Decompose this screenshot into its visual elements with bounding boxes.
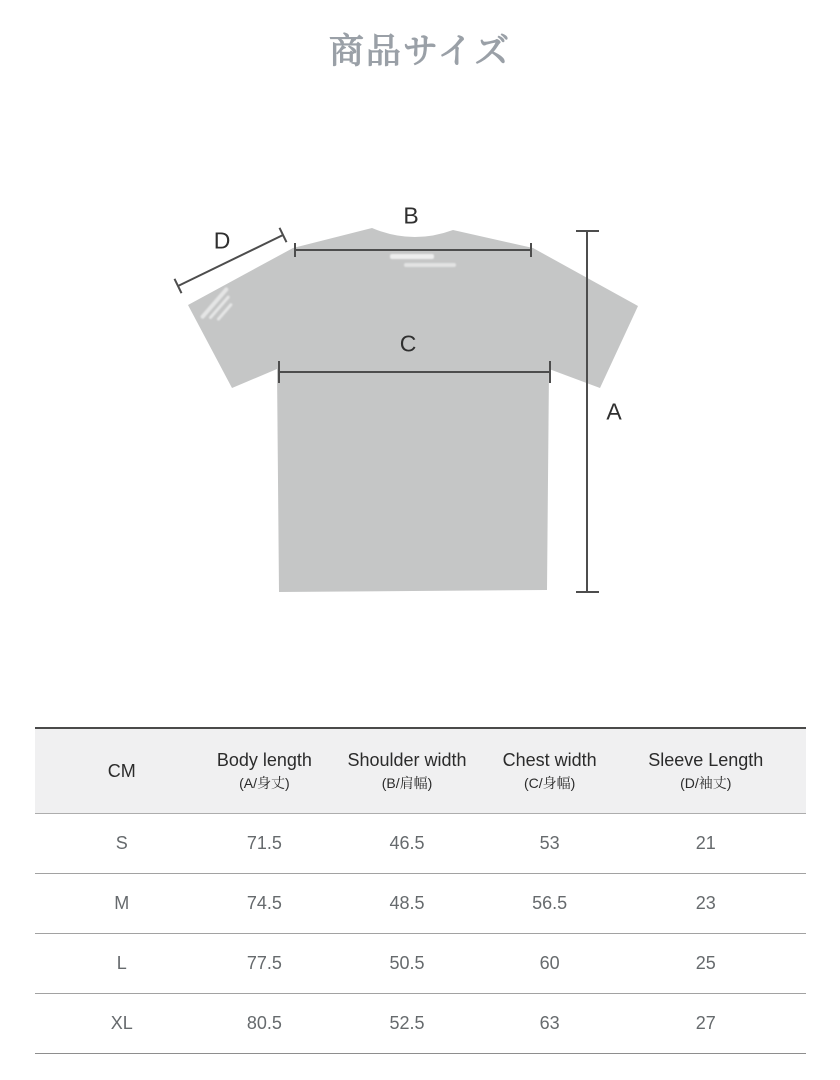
column-header-cm: CM bbox=[35, 728, 208, 813]
chest-width-cell: 53 bbox=[494, 813, 606, 873]
table-row-s bbox=[35, 813, 806, 873]
body-length-cell: 74.5 bbox=[208, 873, 320, 933]
shoulder-width-cell: 46.5 bbox=[320, 813, 493, 873]
chest-width-cell: 63 bbox=[494, 993, 606, 1053]
sleeve-length-cell: 25 bbox=[606, 933, 807, 993]
column-header-shoulder-width: Shoulder width (B/肩幅) bbox=[320, 728, 493, 813]
size-table-header-row bbox=[35, 728, 806, 813]
table-row-l bbox=[35, 933, 806, 993]
body-length-cell: 71.5 bbox=[208, 813, 320, 873]
column-header-body-length: Body length (A/身丈) bbox=[208, 728, 320, 813]
size-cell: S bbox=[35, 813, 208, 873]
column-header-sleeve-length: Sleeve Length (D/袖丈) bbox=[606, 728, 807, 813]
table-row-xl bbox=[35, 993, 806, 1053]
measure-label-d: D bbox=[213, 227, 231, 254]
size-cell: L bbox=[35, 933, 208, 993]
shoulder-width-cell: 52.5 bbox=[320, 993, 493, 1053]
sleeve-length-cell: 27 bbox=[606, 993, 807, 1053]
chest-width-cell: 60 bbox=[494, 933, 606, 993]
page-title: 商品サイズ bbox=[328, 32, 512, 71]
body-length-cell: 77.5 bbox=[208, 933, 320, 993]
measure-label-a: A bbox=[606, 398, 622, 425]
chest-width-cell: 56.5 bbox=[494, 873, 606, 933]
column-header-chest-width: Chest width (C/身幅) bbox=[494, 728, 606, 813]
measure-label-b: B bbox=[403, 202, 419, 229]
measure-label-c: C bbox=[399, 330, 417, 357]
table-row-m bbox=[35, 873, 806, 933]
size-cell: XL bbox=[35, 993, 208, 1053]
tshirt-shape bbox=[188, 228, 638, 592]
size-cell: M bbox=[35, 873, 208, 933]
size-table bbox=[35, 727, 806, 1054]
sleeve-length-cell: 21 bbox=[606, 813, 807, 873]
sleeve-length-cell: 23 bbox=[606, 873, 807, 933]
shoulder-width-cell: 48.5 bbox=[320, 873, 493, 933]
shoulder-width-cell: 50.5 bbox=[320, 933, 493, 993]
body-length-cell: 80.5 bbox=[208, 993, 320, 1053]
